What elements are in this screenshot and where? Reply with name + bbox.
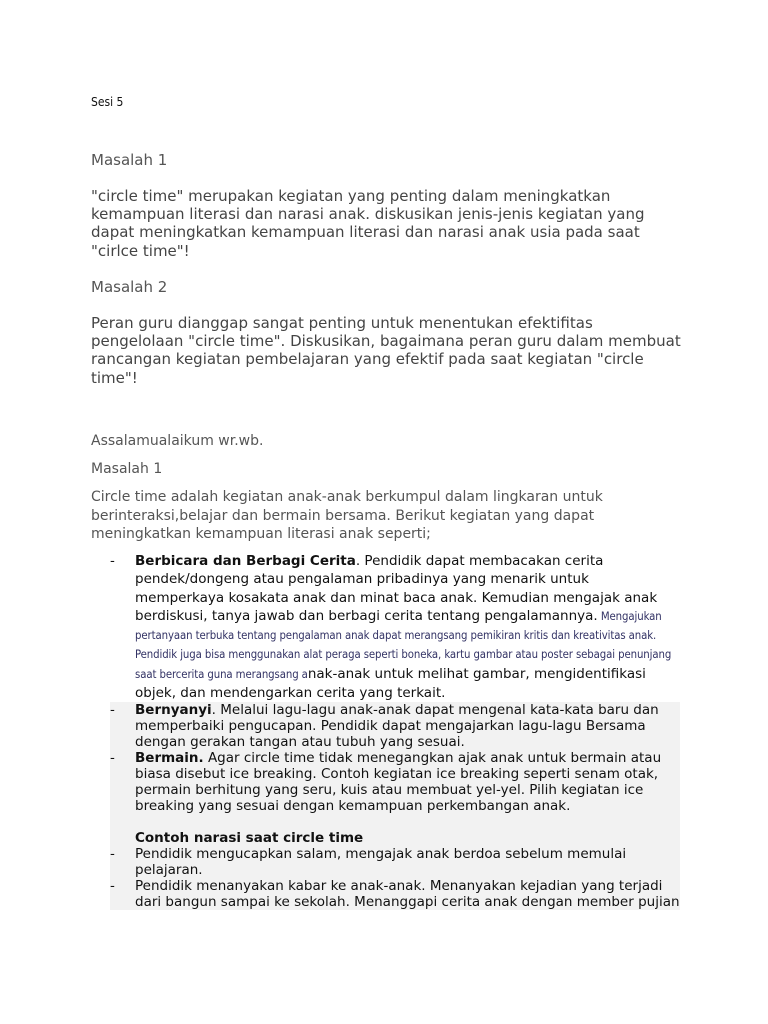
item-text-end: nak-anak untuk melihat gambar, mengidentifikasi objek, dan mendengarkan cerita yang terkait. [135, 665, 646, 702]
narasi-heading: Contoh narasi saat circle time [135, 830, 364, 847]
question-2-title: Masalah 2 [91, 278, 168, 296]
list-item-bernyanyi [110, 702, 680, 750]
item-text: Pendidik menanyakan kabar ke anak-anak. Menanyakan kejadian yang terjadi dari bangun sampai ke sekolah. Menanggapi cerita anak dengan member pujian [135, 878, 680, 911]
session-label: Sesi 5 [91, 95, 124, 109]
answer-intro: Circle time adalah kegiatan anak-anak berkumpul dalam lingkaran untuk berinteraksi,belajar dan bermain bersama. Berikut kegiatan yang dapat meningkatkan kemampuan literasi anak seperti; [91, 489, 603, 542]
dash-bullet: - [110, 702, 115, 719]
item-heading: Bermain. [135, 750, 204, 767]
item-text-small: Mengajukan pertanyaan terbuka tentang pengalaman anak dapat merangsang pemikiran kritis dan kreativitas anak. Pendidik juga bisa menggunakan alat peraga seperti boneka, kartu gambar atau poster sebagai penunjang saat bercerita guna merangsang a [135, 609, 672, 681]
list-item-berbicara [110, 552, 680, 702]
item-heading: Berbicara dan Berbagi Cerita [135, 553, 356, 569]
dash-bullet: - [110, 750, 115, 767]
greeting: Assalamualaikum wr.wb. [91, 433, 264, 449]
question-1-title: Masalah 1 [91, 151, 168, 169]
dash-bullet: - [110, 878, 115, 895]
item-text: . Melalui lagu-lagu anak-anak dapat mengenal kata-kata baru dan memperbaiki pengucapan. Pendidik dapat mengajarkan lagu-lagu Bersama dengan gerakan tangan atau tubuh yang sesuai. [135, 702, 659, 751]
activity-list [110, 552, 680, 910]
list-item-narasi-1 [110, 846, 680, 878]
item-text: . Pendidik dapat membacakan cerita pendek/dongeng atau pengalaman pribadinya yang menarik untuk memperkaya kosakata anak dan minat baca anak. Kemudian mengajak anak berdiskusi, tanya jawab dan berbagi cerita tentang pengalamannya. [135, 553, 658, 624]
highlighted-section [110, 702, 680, 910]
item-text: Pendidik mengucapkan salam, mengajak anak berdoa sebelum memulai pelajaran. [135, 846, 627, 879]
list-item-bermain [110, 750, 680, 814]
item-text: Agar circle time tidak menegangkan ajak anak untuk bermain atau biasa disebut ice breaking. Contoh kegiatan ice breaking seperti senam otak, permain berhitung yang seru, kuis atau membuat yel-yel. Pilih kegiatan ice breaking yang sesuai dengan kemampuan perkembangan anak. [135, 750, 662, 815]
dash-bullet: - [110, 846, 115, 863]
question-1-text: "circle time" merupakan kegiatan yang penting dalam meningkatkan kemampuan literasi dan narasi anak. diskusikan jenis-jenis kegiatan yang dapat meningkatkan kemampuan literasi dan narasi anak usia pada saat "cirlce time"! [91, 187, 645, 260]
answer-title: Masalah 1 [91, 461, 163, 477]
question-2-text: Peran guru dianggap sangat penting untuk menentukan efektifitas pengelolaan "circle time". Diskusikan, bagaimana peran guru dalam membuat rancangan kegiatan pembelajaran yang efektif pada saat kegiatan "circle time"! [91, 314, 681, 387]
list-item-narasi-2 [110, 878, 680, 910]
narasi-heading-row [110, 830, 680, 846]
item-heading: Bernyanyi [135, 702, 212, 719]
dash-bullet: - [110, 553, 115, 569]
